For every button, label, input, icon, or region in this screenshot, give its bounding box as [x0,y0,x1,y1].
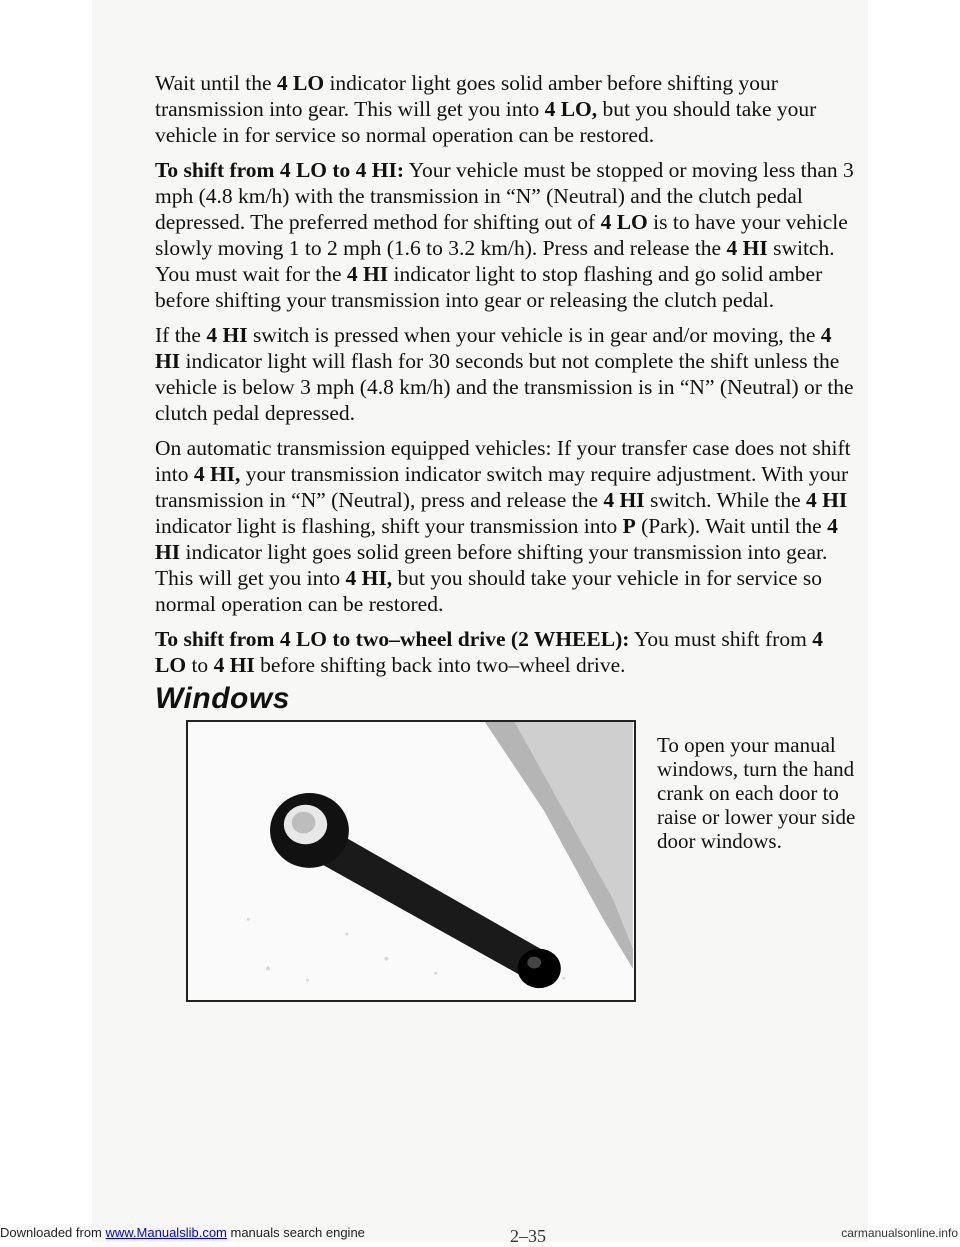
bold-term: 4 HI [213,653,255,677]
bold-term: 4 LO, [544,97,598,121]
bold-term: 4 LO [155,627,823,677]
bold-term: 4 HI [726,236,768,260]
text-run: before shifting back into two–wheel drive. [254,653,626,677]
section-heading: Windows [155,682,290,715]
figure-caption: To open your manual windows, turn the hand crank on each door to raise or lower your side door windows. [657,733,856,853]
page-number: 2–35 [510,1226,546,1246]
text-run: switch. You must wait for the [155,236,835,286]
text-run: (Park). Wait until the [635,514,828,538]
footer-prefix: Downloaded from [0,1225,106,1240]
paragraph [155,626,855,678]
bold-term: 4 LO [276,71,325,95]
paragraph [155,322,855,426]
bold-term: 4 HI [155,514,838,564]
text-run: Wait until the [155,71,277,95]
bold-term: 4 HI, [193,462,241,486]
text-run: but you should take your vehicle in for service so normal operation can be restored. [155,97,817,147]
window-crank-illustration [186,720,636,1002]
text-run: You must shift from [629,627,813,651]
bold-term: 4 LO [600,210,648,234]
window-crank-icon [188,722,634,1000]
bold-term: 4 HI [346,262,389,286]
text-run: indicator light goes solid amber before shifting your transmission into gear. This will get you into [155,71,778,121]
text-run: switch is pressed when your vehicle is in gear and/or moving, the [247,323,821,347]
manualslib-link[interactable]: www.Manualslib.com [105,1225,227,1240]
text-run: your transmission indicator switch may require adjustment. With your transmission in “N” (Neutral), press and release the [155,462,849,512]
watermark: carmanualsonline.info [841,1226,958,1240]
text-run: switch. While the [644,488,807,512]
bold-term: P [622,514,636,538]
text-run: indicator light to stop flashing and go solid amber before shifting your transmission into gear or releasing the clutch pedal. [155,262,823,312]
text-run: to [186,653,214,677]
text-run: indicator light goes solid green before shifting your transmission into gear. This will get you into [155,540,828,590]
text-run: but you should take your vehicle in for service so normal operation can be restored. [155,566,823,616]
bold-term: 4 HI, [345,566,393,590]
text-run: indicator light is flashing, shift your transmission into [155,514,623,538]
body-text [155,70,855,687]
bold-term: 4 HI [806,488,848,512]
bold-term: 4 HI [206,323,248,347]
text-run: Your vehicle must be stopped or moving less than 3 mph (4.8 km/h) with the transmission in “N” (Neutral) and the clutch pedal depressed. The preferred method for shifting out of [155,158,854,234]
bold-term: 4 HI [155,323,832,373]
bold-term: To shift from 4 LO to 4 HI: [155,158,405,182]
download-notice [0,1224,365,1242]
footer-suffix: manuals search engine [226,1225,365,1240]
paragraph [155,435,855,617]
paragraph [155,157,855,313]
paragraph [155,70,855,148]
footer-bar [0,1224,960,1242]
text-run: is to have your vehicle slowly moving 1 to 2 mph (1.6 to 3.2 km/h). Press and release the [155,210,848,260]
text-run: On automatic transmission equipped vehicles: If your transfer case does not shift into [155,436,851,486]
bold-term: 4 HI [603,488,645,512]
text-run: If the [155,323,207,347]
bold-term: To shift from 4 LO to two–wheel drive (2 WHEEL): [155,627,630,651]
text-run: indicator light will flash for 30 seconds but not complete the shift unless the vehicle is below 3 mph (4.8 km/h) and the transmission is in “N” (Neutral) or the clutch pedal depressed. [155,349,854,425]
